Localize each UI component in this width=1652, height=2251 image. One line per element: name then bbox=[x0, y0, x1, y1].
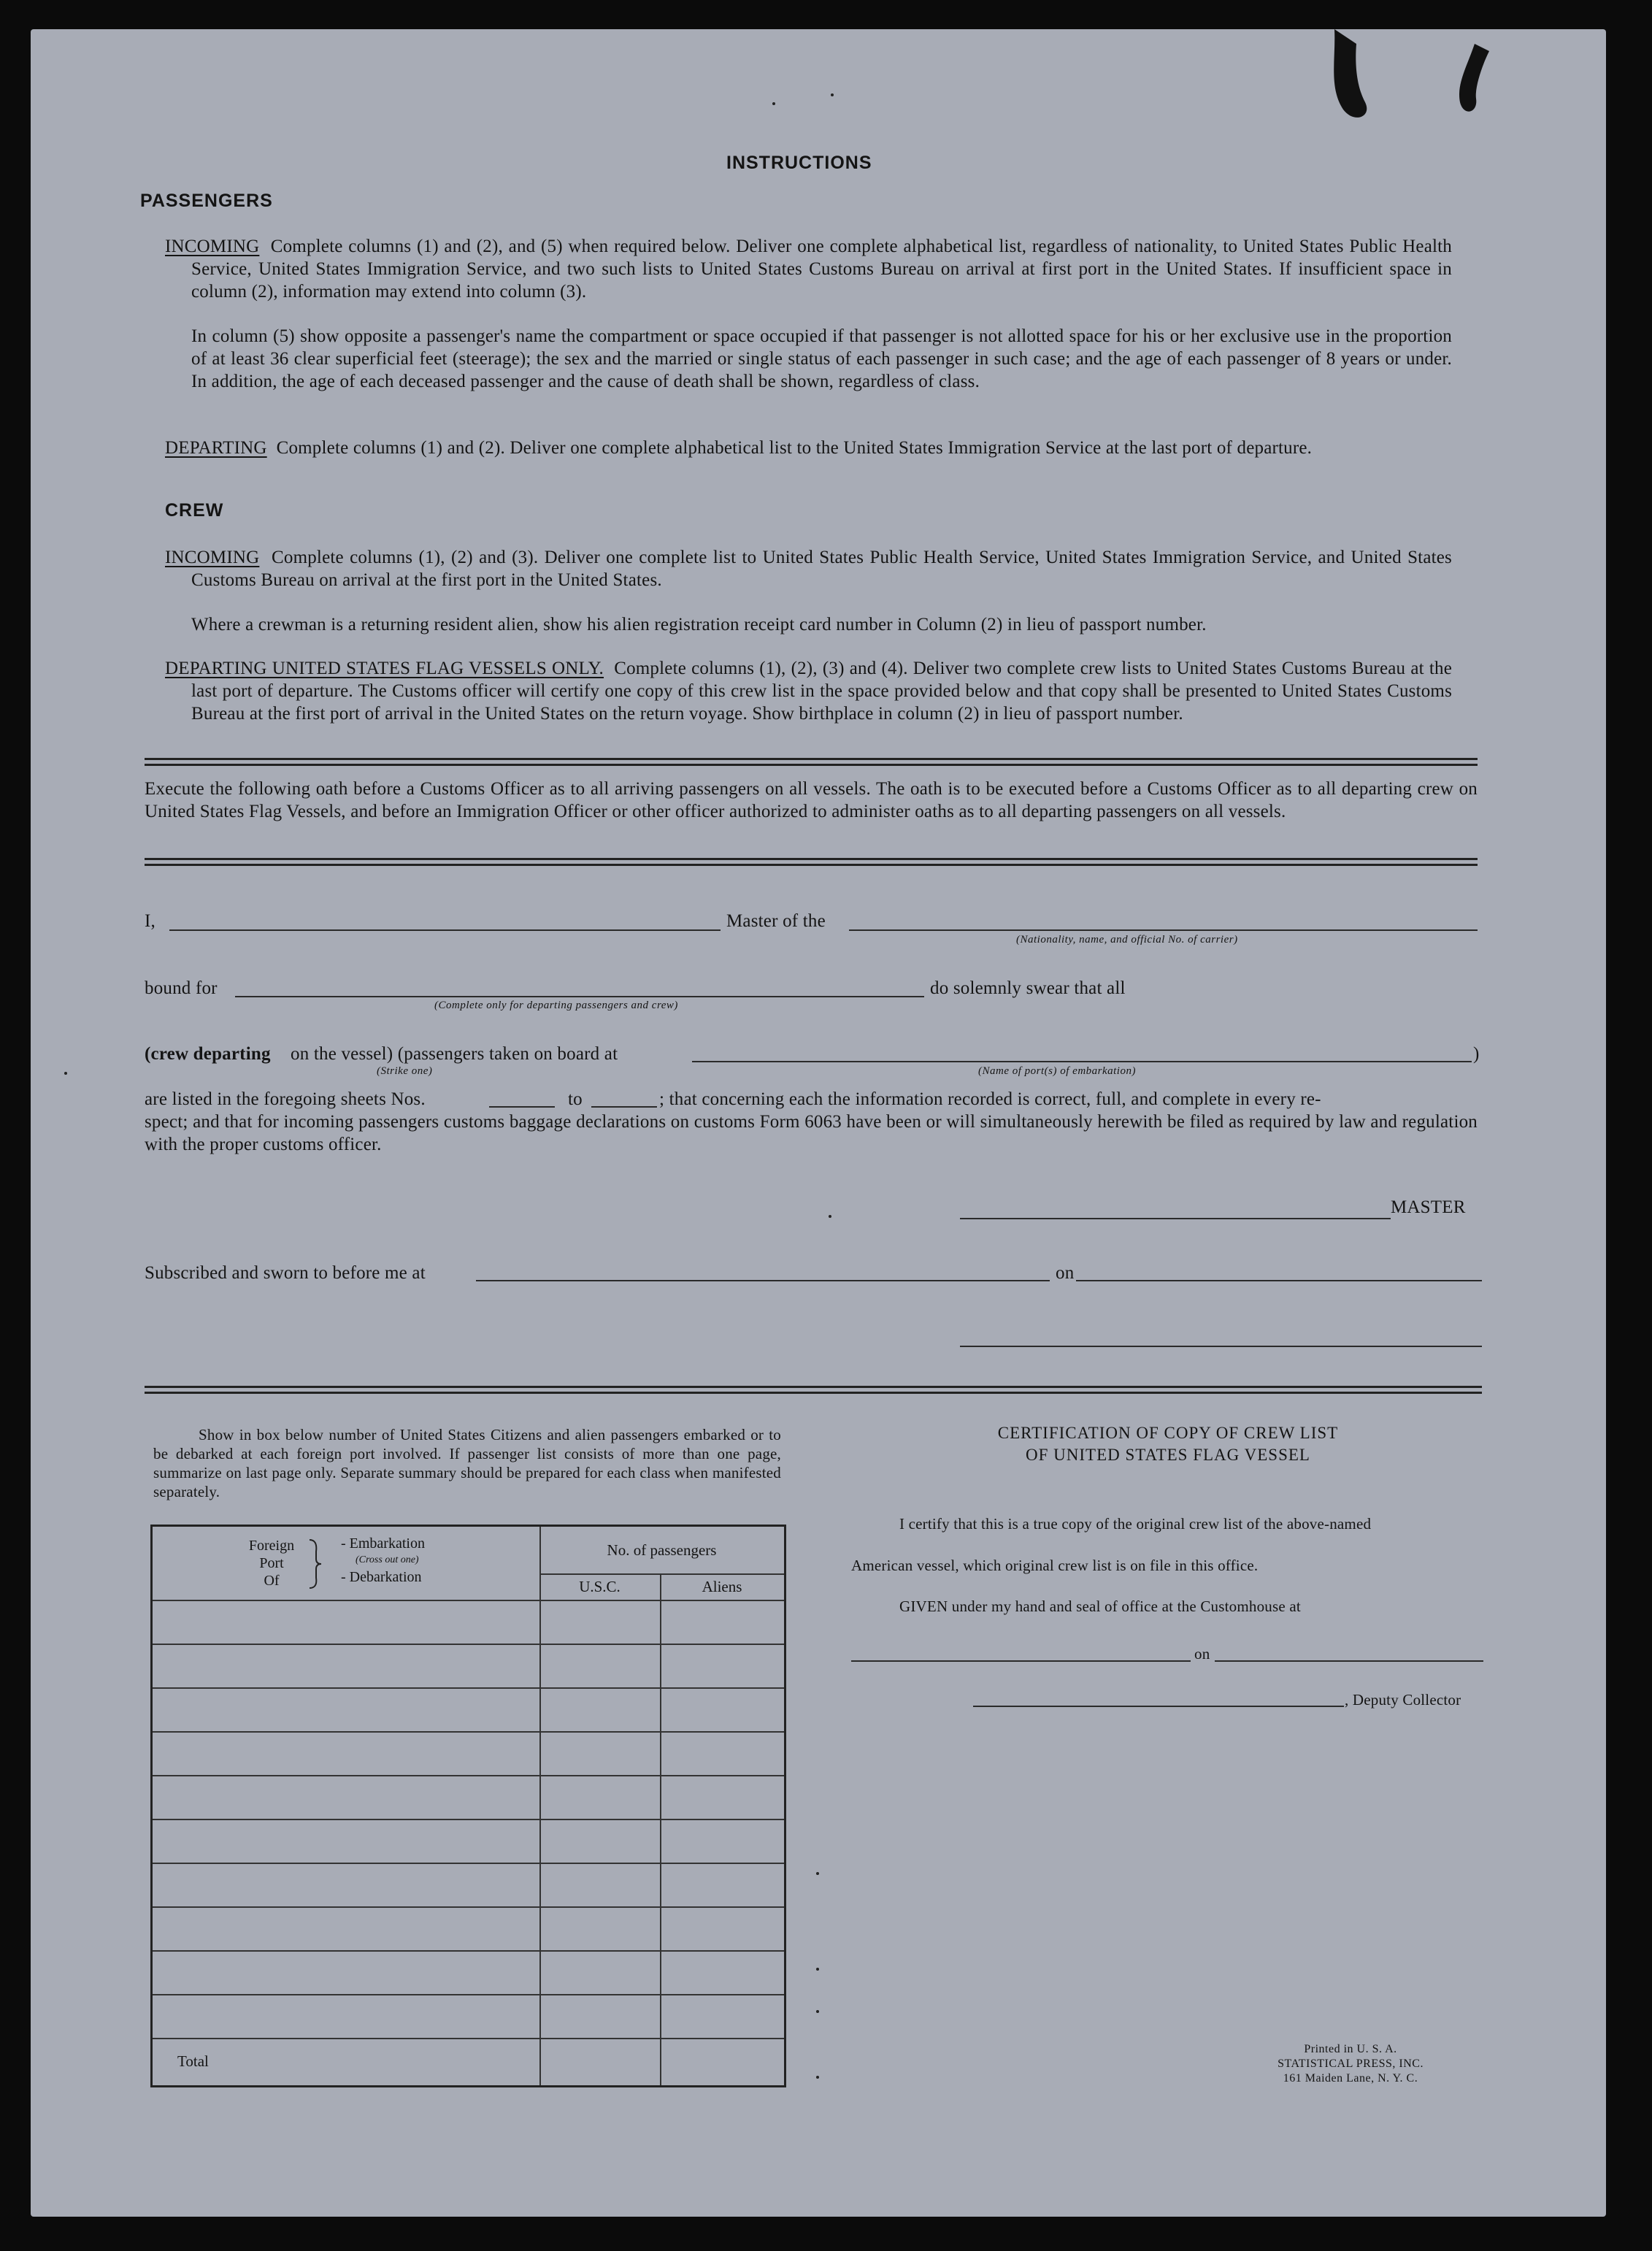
passengers-departing-label: DEPARTING bbox=[165, 438, 267, 458]
passengers-column5-paragraph: In column (5) show opposite a passenger's name the compartment or space occupied if that passenger is not allotted space for his or her exclusive use in the proportion of at least 36 clear superficial feet (steerage); the sex and the married or single status of each passenger in such case; and the age of each passenger of 8 years or under. In addition, the age of each deceased passenger and the cause of death shall be shown, regardless of class. bbox=[191, 326, 1452, 391]
table-column-divider bbox=[539, 1527, 541, 2085]
oath-bound-for: bound for bbox=[145, 978, 218, 998]
carrier-hint: (Nationality, name, and official No. of carrier) bbox=[1016, 934, 1238, 946]
port-header bbox=[239, 1537, 304, 1589]
sworn-place-field[interactable] bbox=[476, 1280, 1050, 1281]
crew-departing-paragraph bbox=[165, 657, 1452, 725]
table-header-divider bbox=[539, 1573, 784, 1575]
table-row-divider bbox=[153, 1775, 784, 1776]
passengers-incoming-label: INCOMING bbox=[165, 237, 260, 256]
section-divider bbox=[145, 1386, 1482, 1394]
certification-text-b: American vessel, which original crew list is on file in this office. bbox=[851, 1557, 1259, 1574]
ink-stain-mark bbox=[1321, 29, 1511, 131]
oath-master-of: Master of the bbox=[726, 911, 826, 931]
passengers-departing-paragraph bbox=[165, 437, 1452, 459]
bound-hint: (Complete only for departing passengers and crew) bbox=[434, 1000, 678, 1011]
table-row-divider bbox=[153, 1731, 784, 1733]
table-row-divider bbox=[153, 1863, 784, 1864]
certification-title-2: OF UNITED STATES FLAG VESSEL bbox=[1026, 1446, 1310, 1464]
speck-mark bbox=[816, 2010, 819, 2013]
speck-mark bbox=[816, 1968, 819, 1971]
oath-listed-c: spect; and that for incoming passengers customs baggage declarations on customs Form 6063 have been or will simultaneously herewith be filed as required by law and regulation with the proper customs officer. bbox=[145, 1112, 1478, 1154]
certification-date-field[interactable] bbox=[1215, 1660, 1483, 1662]
cross-out-hint: (Cross out one) bbox=[356, 1554, 419, 1565]
brace-icon bbox=[307, 1538, 323, 1589]
destination-field[interactable] bbox=[235, 996, 924, 997]
oath-crew-departing: (crew departing bbox=[145, 1044, 271, 1064]
crew-heading: CREW bbox=[165, 500, 224, 521]
customhouse-field[interactable] bbox=[851, 1660, 1191, 1662]
carrier-field[interactable] bbox=[849, 929, 1478, 931]
passengers-heading: PASSENGERS bbox=[140, 191, 273, 211]
no-passengers-header: No. of passengers bbox=[607, 1541, 717, 1559]
speck-mark bbox=[831, 93, 834, 96]
close-paren: ) bbox=[1473, 1044, 1480, 1064]
table-row-divider bbox=[153, 2038, 784, 2039]
crew-departing-text: Complete columns (1), (2), (3) and (4). Deliver two complete crew lists to United States Customs Bureau at the last port of departure. The Customs officer will certify one copy of this crew list in the space provided below and that copy shall be presented to United States Customs Bureau at the first port of arrival in the United States on the return voyage. Show birthplace in column (2) in lieu of passport number. bbox=[191, 659, 1452, 724]
oath-on: on bbox=[1056, 1263, 1075, 1283]
port-header-line: Foreign bbox=[248, 1538, 295, 1554]
section-divider bbox=[145, 758, 1478, 766]
speck-mark bbox=[816, 1872, 819, 1875]
section-divider bbox=[145, 858, 1478, 866]
summary-instructions: Show in box below number of United States Citizens and alien passengers embarked or to be debarked at each foreign port involved. If passenger list consists of more than one page, summarize on last page only. Separate summary should be prepared for each class when manifested separately. bbox=[153, 1426, 781, 1500]
oath-i-label: I, bbox=[145, 911, 155, 931]
table-row-divider bbox=[153, 1950, 784, 1952]
master-signature-field[interactable] bbox=[960, 1218, 1391, 1219]
table-column-divider bbox=[660, 1573, 661, 2085]
crew-incoming-label: INCOMING bbox=[165, 548, 260, 567]
oath-intro: Execute the following oath before a Customs Officer as to all arriving passengers on all vessels. The oath is to be executed before a Customs Officer as to all departing crew on United States Flag Vessels, and before an Immigration Officer or other officer authorized to administer oaths as to all departing passengers on all vessels. bbox=[145, 779, 1478, 821]
passengers-departing-text: Complete columns (1) and (2). Deliver one complete alphabetical list to the United States Immigration Service at the last port of departure. bbox=[276, 438, 1313, 458]
oath-on-vessel: on the vessel) (passengers taken on board at bbox=[291, 1044, 618, 1064]
total-label: Total bbox=[177, 2052, 209, 2070]
printer-line: Printed in U. S. A. bbox=[1304, 2043, 1397, 2055]
oath-swear: do solemnly swear that all bbox=[930, 978, 1126, 998]
table-row-divider bbox=[153, 1687, 784, 1689]
certification-on: on bbox=[1194, 1645, 1210, 1663]
embarkation-label: - Embarkation bbox=[341, 1535, 425, 1552]
table-row-divider bbox=[153, 1644, 784, 1645]
sworn-date-field[interactable] bbox=[1076, 1280, 1482, 1281]
passenger-summary-table bbox=[150, 1525, 786, 2087]
speck-mark bbox=[829, 1215, 831, 1218]
strike-one-hint: (Strike one) bbox=[377, 1065, 433, 1077]
master-label: MASTER bbox=[1391, 1197, 1466, 1217]
embarkation-ports-field[interactable] bbox=[692, 1061, 1472, 1062]
usc-header: U.S.C. bbox=[579, 1578, 621, 1595]
crew-incoming-text: Complete columns (1), (2) and (3). Deliver one complete list to United States Public Health Service, United States Immigration Service, and United States Customs Bureau on arrival at the first port in the United States. bbox=[191, 548, 1452, 590]
sheet-to-field[interactable] bbox=[591, 1106, 657, 1108]
oath-subscribed: Subscribed and sworn to before me at bbox=[145, 1263, 426, 1283]
speck-mark bbox=[64, 1072, 67, 1075]
oath-listed-b: ; that concerning each the information recorded is correct, full, and complete in every re- bbox=[659, 1089, 1321, 1109]
oath-listed-to: to bbox=[568, 1089, 583, 1109]
port-header-line: Of bbox=[264, 1573, 280, 1589]
passengers-incoming-paragraph bbox=[165, 235, 1452, 303]
table-row-divider bbox=[153, 1906, 784, 1908]
certification-title-1: CERTIFICATION OF COPY OF CREW LIST bbox=[997, 1424, 1339, 1442]
aliens-header: Aliens bbox=[702, 1578, 742, 1595]
deputy-collector-label: , Deputy Collector bbox=[1345, 1691, 1461, 1709]
port-header-line: Port bbox=[259, 1555, 284, 1571]
sheet-from-field[interactable] bbox=[489, 1106, 555, 1108]
oath-listed-a: are listed in the foregoing sheets Nos. bbox=[145, 1089, 426, 1109]
certification-text-a: I certify that this is a true copy of the original crew list of the above-named bbox=[899, 1515, 1372, 1533]
speck-mark bbox=[772, 102, 775, 105]
officer-signature-field[interactable] bbox=[960, 1346, 1482, 1347]
table-row-divider bbox=[153, 1994, 784, 1995]
crew-departing-label: DEPARTING UNITED STATES FLAG VESSELS ONLY. bbox=[165, 659, 604, 678]
passengers-incoming-text: Complete columns (1) and (2), and (5) when required below. Deliver one complete alphabetical list, regardless of nationality, to United States Public Health Service, United States Immigration Service, and two such lists to United States Customs Bureau on arrival at first port in the United States. If insufficient space in column (2), information may extend into column (3). bbox=[191, 237, 1452, 302]
certification-given: GIVEN under my hand and seal of office at the Customhouse at bbox=[899, 1598, 1301, 1615]
debarkation-label: - Debarkation bbox=[341, 1569, 422, 1585]
printer-line: 161 Maiden Lane, N. Y. C. bbox=[1283, 2072, 1418, 2085]
instructions-title: INSTRUCTIONS bbox=[726, 153, 872, 173]
crew-incoming-paragraph bbox=[165, 546, 1452, 591]
speck-mark bbox=[816, 2076, 819, 2079]
printer-imprint bbox=[1234, 2042, 1467, 2086]
table-row-divider bbox=[153, 1819, 784, 1820]
printer-line: STATISTICAL PRESS, INC. bbox=[1278, 2058, 1424, 2070]
deputy-signature-field[interactable] bbox=[973, 1706, 1344, 1707]
crew-resident-paragraph: Where a crewman is a returning resident alien, show his alien registration receipt card number in Column (2) in lieu of passport number. bbox=[191, 615, 1207, 634]
table-row-divider bbox=[153, 1600, 784, 1601]
master-name-field[interactable] bbox=[169, 929, 721, 931]
ports-hint: (Name of port(s) of embarkation) bbox=[978, 1065, 1136, 1077]
